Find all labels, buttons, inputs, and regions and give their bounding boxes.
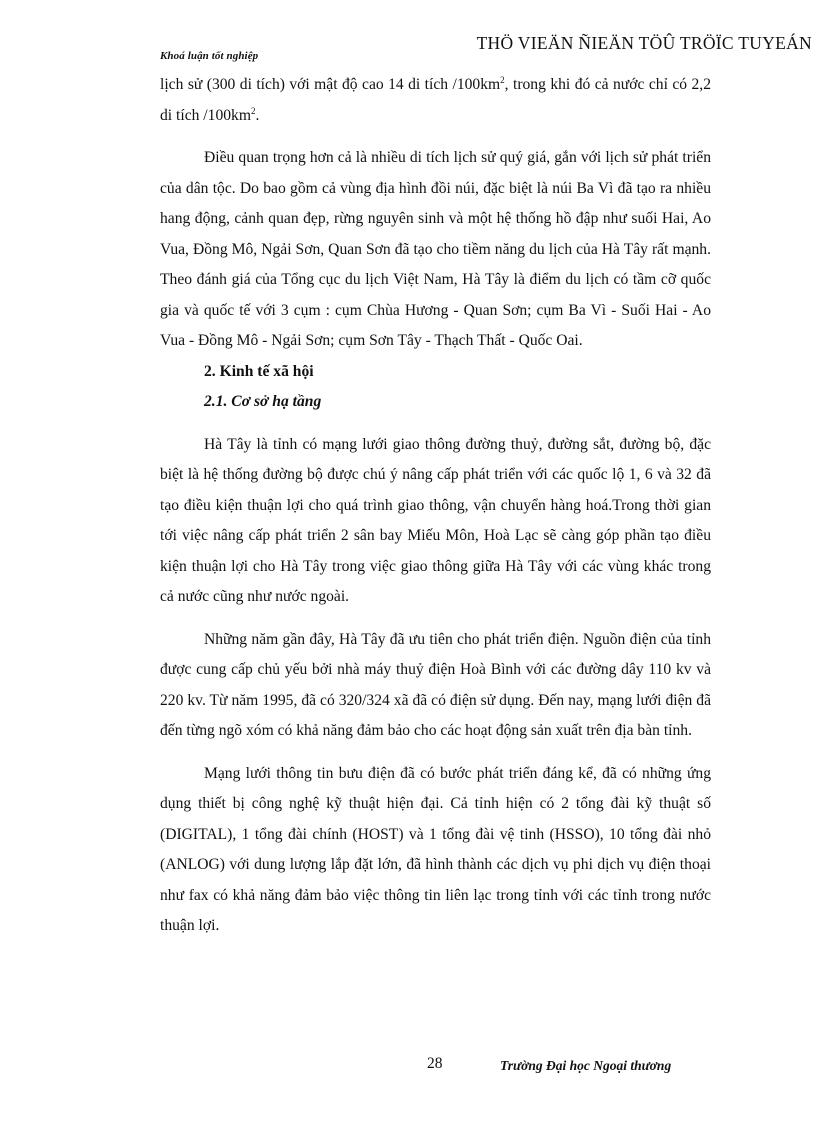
paragraph-1: Điều quan trọng hơn cả là nhiều di tích lịch sử quý giá, gắn với lịch sử phát triển của dân tộc. Do bao gồm cả vùng địa hình đồi núi, đặc biệt là núi Ba Vì đã tạo ra nhiều hang động, cảnh quan đẹp, rừng nguyên sinh và một hệ thống hồ đập như suối Hai, Ao Vua, Đồng Mô, Ngải Sơn, Quan Sơn đã tạo cho tiềm năng du lịch của Hà Tây rất mạnh. Theo đánh giá của Tổng cục du lịch Việt Nam, Hà Tây là điểm du lịch có tầm cỡ quốc gia và quốc tế với 3 cụm : cụm Chùa Hương - Quan Sơn; cụm Ba Vì - Suối Hai - Ao Vua - Đồng Mô - Ngải Sơn; cụm Sơn Tây - Thạch Thất - Quốc Oai. (160, 149, 711, 349)
subsection-heading: 2.1. Cơ sở hạ tầng (204, 393, 322, 410)
header-left-title: Khoá luận tốt nghiệp (160, 50, 259, 62)
paragraph-2: Hà Tây là tỉnh có mạng lưới giao thông đường thuỷ, đường sắt, đường bộ, đặc biệt là hệ thống đường bộ được chú ý nâng cấp phát triển với các quốc lộ 1, 6 và 32 đã tạo điều kiện thuận lợi cho quá trình giao thông, vận chuyển hàng hoá.Trong thời gian tới việc nâng cấp phát triển 2 sân bay Miếu Môn, Hoà Lạc sẽ càng góp phần tạo điều kiện thuận lợi cho Hà Tây trong việc giao thông giữa Hà Tây với các vùng khác trong cả nước cũng như nước ngoài. (160, 435, 711, 605)
paragraph-4: Mạng lưới thông tin bưu điện đã có bước phát triển đáng kể, đã có những ứng dụng thiết bị công nghệ kỹ thuật hiện đại. Cả tỉnh hiện có 2 tổng đài kỹ thuật số (DIGITAL), 1 tổng đài chính (HOST) và 1 tổng đài vệ tinh (HSSO), 10 tổng đài nhỏ (ANLOG) với dung lượng lắp đặt lớn, đã hình thành các dịch vụ phi dịch vụ điện thoại như fax có khả năng đảm bảo việc thông tin liên lạc trong tỉnh với các tỉnh trong nước thuận lợi. (160, 764, 711, 934)
body-text (160, 70, 711, 942)
paragraph-continuation: lịch sử (300 di tích) với mật độ cao 14 di tích $/100km^2$, trong khi đó cả nước chỉ có 2,2 di tích $/100km^2$. (160, 75, 711, 124)
page-number: 28 (427, 1055, 443, 1072)
section-heading: 2. Kinh tế xã hội (204, 362, 314, 380)
paragraph-3: Những năm gần đây, Hà Tây đã ưu tiên cho phát triển điện. Nguồn điện của tỉnh được cung cấp chủ yếu bởi nhà máy thuỷ điện Hoà Bình với các đường dây 110 kv và 220 kv. Từ năm 1995, đã có 320/324 xã đã có điện sử dụng. Đến nay, mạng lưới điện đã đến từng ngõ xóm có khả năng đảm bảo cho các hoạt động sản xuất trên địa bàn tỉnh. (160, 630, 711, 739)
header-right-title: THÖ VIEÄN ÑIEÄN TÖÛ TRÖÏC TUYEÁN (476, 33, 812, 53)
footer-school-name: Trường Đại học Ngoại thương (500, 1058, 672, 1073)
